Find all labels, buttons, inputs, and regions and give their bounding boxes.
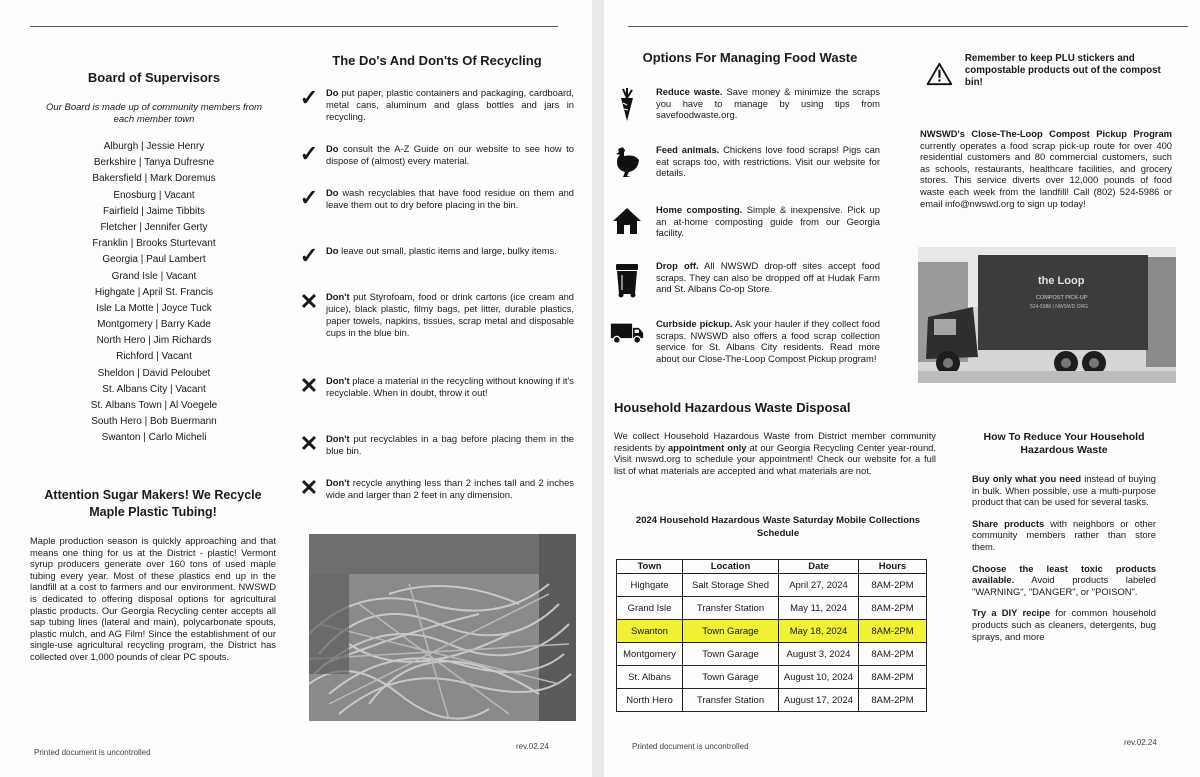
dos-donts-title: The Do's And Don'ts Of Recycling bbox=[332, 53, 542, 68]
board-member: Montgomery | Barry Kade bbox=[97, 319, 211, 331]
rule-body: recycle anything less than 2 inches tall and 2 inches wide and larger than 2 feet in any dimension. bbox=[326, 477, 574, 500]
schedule-town: St. Albans bbox=[617, 666, 683, 689]
hhw-body-1: We collect Household Hazardous Waste from District member community residents by bbox=[614, 430, 936, 453]
rule-body: put recyclables in a bag before placing them in the blue bin. bbox=[326, 433, 574, 456]
schedule-row bbox=[617, 620, 927, 643]
check-icon: ✓ bbox=[299, 85, 319, 110]
reduce-tip-body: with neighbors or other community members rather than store them. bbox=[972, 517, 1156, 552]
rule-text bbox=[322, 477, 574, 501]
reduce-tip-lead: Share products bbox=[972, 517, 1045, 529]
rule-lead: Don't bbox=[326, 375, 350, 386]
food-option bbox=[610, 204, 880, 239]
rule-body: consult the A-Z Guide on our website to see how to dispose of (almost) every material. bbox=[326, 143, 574, 166]
schedule-town: Montgomery bbox=[617, 643, 683, 666]
truck-line2: 524-5986 | NWSWD.ORG bbox=[1030, 304, 1088, 310]
schedule-date: August 10, 2024 bbox=[779, 666, 859, 689]
rule-item bbox=[296, 245, 574, 267]
schedule-row bbox=[617, 666, 927, 689]
top-rule-right bbox=[628, 26, 1188, 27]
food-option-body: Ask your hauler if they collect food scraps. NWSWD also offers a food scrap collection service for St. Albans City residents. Read more about our Close-The-Loop Compost Pickup program! bbox=[656, 318, 880, 365]
schedule-hours: 8AM-2PM bbox=[859, 597, 927, 620]
rule-lead: Do bbox=[326, 187, 339, 198]
rule-body: wash recyclables that have food residue on them and leave them out to dry before placing in the bin. bbox=[326, 187, 574, 210]
board-member: Bakersfield | Mark Doremus bbox=[92, 173, 216, 185]
schedule-row bbox=[617, 574, 927, 597]
cross-icon: ✕ bbox=[299, 431, 319, 456]
plu-warning bbox=[926, 52, 1174, 96]
rule-body: put paper, plastic containers and packaging, cardboard, metal cans, aluminum and glass bottles and jars in recycling. bbox=[326, 87, 574, 122]
rule-item bbox=[296, 291, 574, 339]
board-member-list bbox=[38, 139, 270, 447]
schedule-location: Salt Storage Shed bbox=[683, 574, 779, 597]
food-waste-section bbox=[612, 50, 888, 66]
rule-lead: Don't bbox=[326, 291, 350, 302]
right-page bbox=[604, 0, 1200, 777]
sugar-section bbox=[30, 487, 276, 663]
rule-lead: Do bbox=[326, 87, 339, 98]
schedule-date: May 18, 2024 bbox=[779, 620, 859, 643]
rule-lead: Don't bbox=[326, 433, 350, 444]
rule-item bbox=[296, 87, 574, 123]
reduce-tip bbox=[972, 607, 1156, 642]
schedule-hours: 8AM-2PM bbox=[859, 643, 927, 666]
schedule-hours: 8AM-2PM bbox=[859, 574, 927, 597]
rule-text bbox=[322, 291, 574, 339]
food-option-lead: Home composting. bbox=[656, 204, 743, 215]
rule-item bbox=[296, 477, 574, 501]
warning-triangle-icon bbox=[926, 52, 953, 96]
food-option-lead: Feed animals. bbox=[656, 144, 720, 155]
schedule-town: North Hero bbox=[617, 689, 683, 712]
schedule-header: Town bbox=[617, 560, 683, 574]
schedule-header: Hours bbox=[859, 560, 927, 574]
food-option-text bbox=[644, 318, 880, 365]
rule-text bbox=[322, 143, 574, 167]
rule-body: leave out small, plastic items and large, bulky items. bbox=[338, 245, 557, 256]
house-icon bbox=[610, 204, 644, 239]
rule-text bbox=[322, 433, 574, 457]
rule-text bbox=[322, 187, 574, 211]
schedule-location: Town Garage bbox=[683, 620, 779, 643]
schedule-date: August 3, 2024 bbox=[779, 643, 859, 666]
reduce-tip-body: Avoid products labeled "WARNING", "DANGER", or "POISON". bbox=[972, 574, 1156, 597]
check-icon: ✓ bbox=[299, 185, 319, 210]
food-option bbox=[610, 86, 880, 122]
schedule-town: Highgate bbox=[617, 574, 683, 597]
carrot-icon bbox=[610, 86, 644, 122]
schedule-town: Swanton bbox=[617, 620, 683, 643]
rule-text bbox=[322, 245, 557, 267]
schedule-location: Transfer Station bbox=[683, 689, 779, 712]
sugar-body: Maple production season is quickly approaching and that means one thing for us at the District - plastic! Vermont syrup producers generate over 160 tons of used maple tubing every year. Most of these plastics end up in the landfill at a cost to farmers and our environment. NWSWD is dedicated to offering disposal options for agricultural plastic products. Our Georgia Recycling center accepts all sap tubing lines (lateral and main), polycarbonate spouts, plastic mulch, and AG Film! Since the establishment of our single-use agricultural recycling program, the District has collected over 1,000 pounds of clear PC spouts. bbox=[30, 535, 276, 662]
cross-icon: ✕ bbox=[299, 289, 319, 314]
truck-icon bbox=[610, 318, 644, 365]
schedule-hours: 8AM-2PM bbox=[859, 666, 927, 689]
food-option-body: Chickens love food scraps! Pigs can eat scraps too, with restrictions. Visit our website for details. bbox=[656, 144, 880, 179]
loop-lead: NWSWD's Close-The-Loop Compost Pickup Program bbox=[920, 128, 1172, 139]
rule-text bbox=[322, 87, 574, 123]
food-option-lead: Reduce waste. bbox=[656, 86, 723, 97]
board-member: Georgia | Paul Lambert bbox=[102, 254, 206, 266]
rule-body: put Styrofoam, food or drink cartons (ice cream and juice), black plastic, filmy bags, pet litter, durable plastics, paper towels, napkins, tissues, scrap metal and disposable cups in the blue bin. bbox=[326, 291, 574, 338]
sugar-title: Attention Sugar Makers! We Recycle Maple Plastic Tubing! bbox=[44, 488, 262, 519]
page-gutter bbox=[592, 0, 604, 777]
food-option-lead: Drop off. bbox=[656, 260, 699, 271]
reduce-tip bbox=[972, 473, 1156, 508]
board-member: Sheldon | David Peloubet bbox=[97, 367, 211, 379]
rule-lead: Do bbox=[326, 143, 339, 154]
board-member: Fairfield | Jaime Tibbits bbox=[102, 205, 206, 217]
truck-line1: COMPOST PICK-UP bbox=[1036, 295, 1088, 301]
food-option-lead: Curbside pickup. bbox=[656, 318, 733, 329]
board-member: Grand Isle | Vacant bbox=[111, 270, 197, 282]
schedule-hours: 8AM-2PM bbox=[859, 620, 927, 643]
hhw-body-bold: appointment only bbox=[667, 441, 747, 453]
food-waste-title: Options For Managing Food Waste bbox=[642, 50, 858, 65]
rule-item bbox=[296, 433, 574, 457]
check-icon: ✓ bbox=[299, 141, 319, 166]
reduce-tip-body: instead of buying in bulk. When possible, use a multi-purpose product that can be used for several tasks. bbox=[972, 473, 1156, 508]
food-option-text bbox=[644, 204, 880, 239]
reduce-tip-lead: Choose the least toxic products available. bbox=[972, 562, 1156, 586]
board-member: Richford | Vacant bbox=[116, 351, 192, 363]
footer-right-rev: rev.02.24 bbox=[1124, 738, 1157, 747]
footer-right-text: Printed document is uncontrolled bbox=[632, 742, 749, 751]
food-option-text bbox=[644, 260, 880, 298]
food-options-list bbox=[610, 86, 886, 386]
board-member: Fletcher | Jennifer Gerty bbox=[100, 221, 208, 233]
rule-text bbox=[322, 375, 574, 399]
cross-icon: ✕ bbox=[299, 373, 319, 398]
reduce-title: How To Reduce Your Household Hazardous Waste bbox=[983, 431, 1145, 456]
food-option-body: Simple & inexpensive. Pick up an at-home composting guide from our Georgia facility. bbox=[656, 204, 880, 239]
board-member: St. Albans Town | Al Voegele bbox=[90, 400, 218, 411]
truck-logo: the Loop bbox=[1038, 275, 1085, 287]
board-note: Our Board is made up of community members from each member town bbox=[46, 102, 262, 125]
board-member: Highgate | April St. Francis bbox=[94, 286, 214, 298]
footer-left-rev: rev.02.24 bbox=[516, 742, 549, 751]
reduce-tip bbox=[972, 563, 1156, 598]
schedule-table-wrap bbox=[616, 559, 927, 712]
rule-body: place a material in the recycling without knowing if it's recyclable. When in doubt, throw it out! bbox=[326, 375, 574, 398]
schedule-title: 2024 Household Hazardous Waste Saturday Mobile Collections Schedule bbox=[635, 515, 921, 539]
board-title: Board of Supervisors bbox=[87, 70, 221, 85]
food-option-body: Save money & minimize the scraps you have to manage by using tips from savefoodwaste.org. bbox=[656, 86, 880, 121]
schedule-row bbox=[617, 643, 927, 666]
food-option-body: All NWSWD drop-off sites accept food scraps. They can also be dropped off at Hudak Farm and St. Albans Co-op Store. bbox=[656, 260, 880, 295]
left-page bbox=[0, 0, 592, 777]
reduce-tip-body: for common household products such as cleaners, detergents, bug sprays, and more bbox=[972, 607, 1156, 642]
maple-tubing-photo bbox=[309, 534, 576, 721]
board-member: Alburgh | Jessie Henry bbox=[103, 141, 205, 152]
loop-section bbox=[920, 128, 1172, 209]
check-icon: ✓ bbox=[299, 243, 319, 268]
schedule-location: Transfer Station bbox=[683, 597, 779, 620]
hhw-body-2: at our Georgia Recycling Center year-round. Visit nwswd.org to schedule your appointment! Check our website for a full list of what materials are accepted and what materials are not. bbox=[614, 441, 936, 476]
rule-lead: Don't bbox=[326, 477, 350, 488]
rule-item bbox=[296, 375, 574, 399]
rule-lead: Do bbox=[326, 245, 339, 256]
reduce-tip bbox=[972, 518, 1156, 553]
board-member: St. Albans City | Vacant bbox=[102, 383, 206, 395]
schedule-header: Location bbox=[683, 560, 779, 574]
board-member: South Hero | Bob Buermann bbox=[91, 416, 217, 428]
board-member: Swanton | Carlo Micheli bbox=[101, 432, 207, 444]
schedule-town: Grand Isle bbox=[617, 597, 683, 620]
schedule-date: May 11, 2024 bbox=[779, 597, 859, 620]
trash-bin-icon bbox=[610, 260, 644, 298]
board-section bbox=[38, 70, 270, 447]
schedule-row bbox=[617, 597, 927, 620]
reduce-tip-lead: Try a DIY recipe bbox=[972, 607, 1051, 619]
schedule-location: Town Garage bbox=[683, 666, 779, 689]
hhw-title: Household Hazardous Waste Disposal bbox=[614, 400, 851, 415]
footer-left-text: Printed document is uncontrolled bbox=[34, 748, 151, 757]
loop-text: currently operates a food scrap pick-up route for over 400 residential customers and 80 commercial customers, such as schools, restaurants, healthcare facilities, and grocery stores. This service diverts over 12,000 pounds of food waste each week from the landfill! Call (802) 524-5986 or email info@nwswd.org to sign up today! bbox=[920, 139, 1172, 209]
food-option bbox=[610, 144, 880, 179]
cross-icon: ✕ bbox=[299, 475, 319, 500]
compost-truck-photo bbox=[918, 247, 1176, 383]
food-option-text bbox=[644, 144, 880, 179]
chicken-icon bbox=[610, 144, 644, 179]
schedule-hours: 8AM-2PM bbox=[859, 689, 927, 712]
board-member: Isle La Motte | Joyce Tuck bbox=[96, 302, 212, 314]
dos-donts-section bbox=[296, 53, 578, 523]
hhw-section bbox=[614, 400, 936, 476]
rule-item bbox=[296, 143, 574, 167]
reduce-tips-list bbox=[972, 473, 1156, 642]
food-option bbox=[610, 318, 880, 365]
board-member: Berkshire | Tanya Dufresne bbox=[93, 157, 215, 169]
food-option bbox=[610, 260, 880, 298]
board-member: Franklin | Brooks Sturtevant bbox=[92, 238, 216, 250]
schedule-table bbox=[616, 559, 927, 712]
reduce-tip-lead: Buy only what you need bbox=[972, 473, 1082, 484]
rule-item bbox=[296, 187, 574, 211]
food-option-text bbox=[644, 86, 880, 122]
top-rule bbox=[30, 26, 558, 27]
schedule-row bbox=[617, 689, 927, 712]
schedule-location: Town Garage bbox=[683, 643, 779, 666]
schedule-header: Date bbox=[779, 560, 859, 574]
board-member: Enosburg | Vacant bbox=[113, 189, 195, 201]
schedule-date: April 27, 2024 bbox=[779, 574, 859, 597]
board-member: North Hero | Jim Richards bbox=[96, 335, 212, 347]
schedule-date: August 17, 2024 bbox=[779, 689, 859, 712]
plu-warning-text: Remember to keep PLU stickers and compostable products out of the compost bin! bbox=[964, 53, 1161, 88]
reduce-section bbox=[972, 431, 1156, 652]
